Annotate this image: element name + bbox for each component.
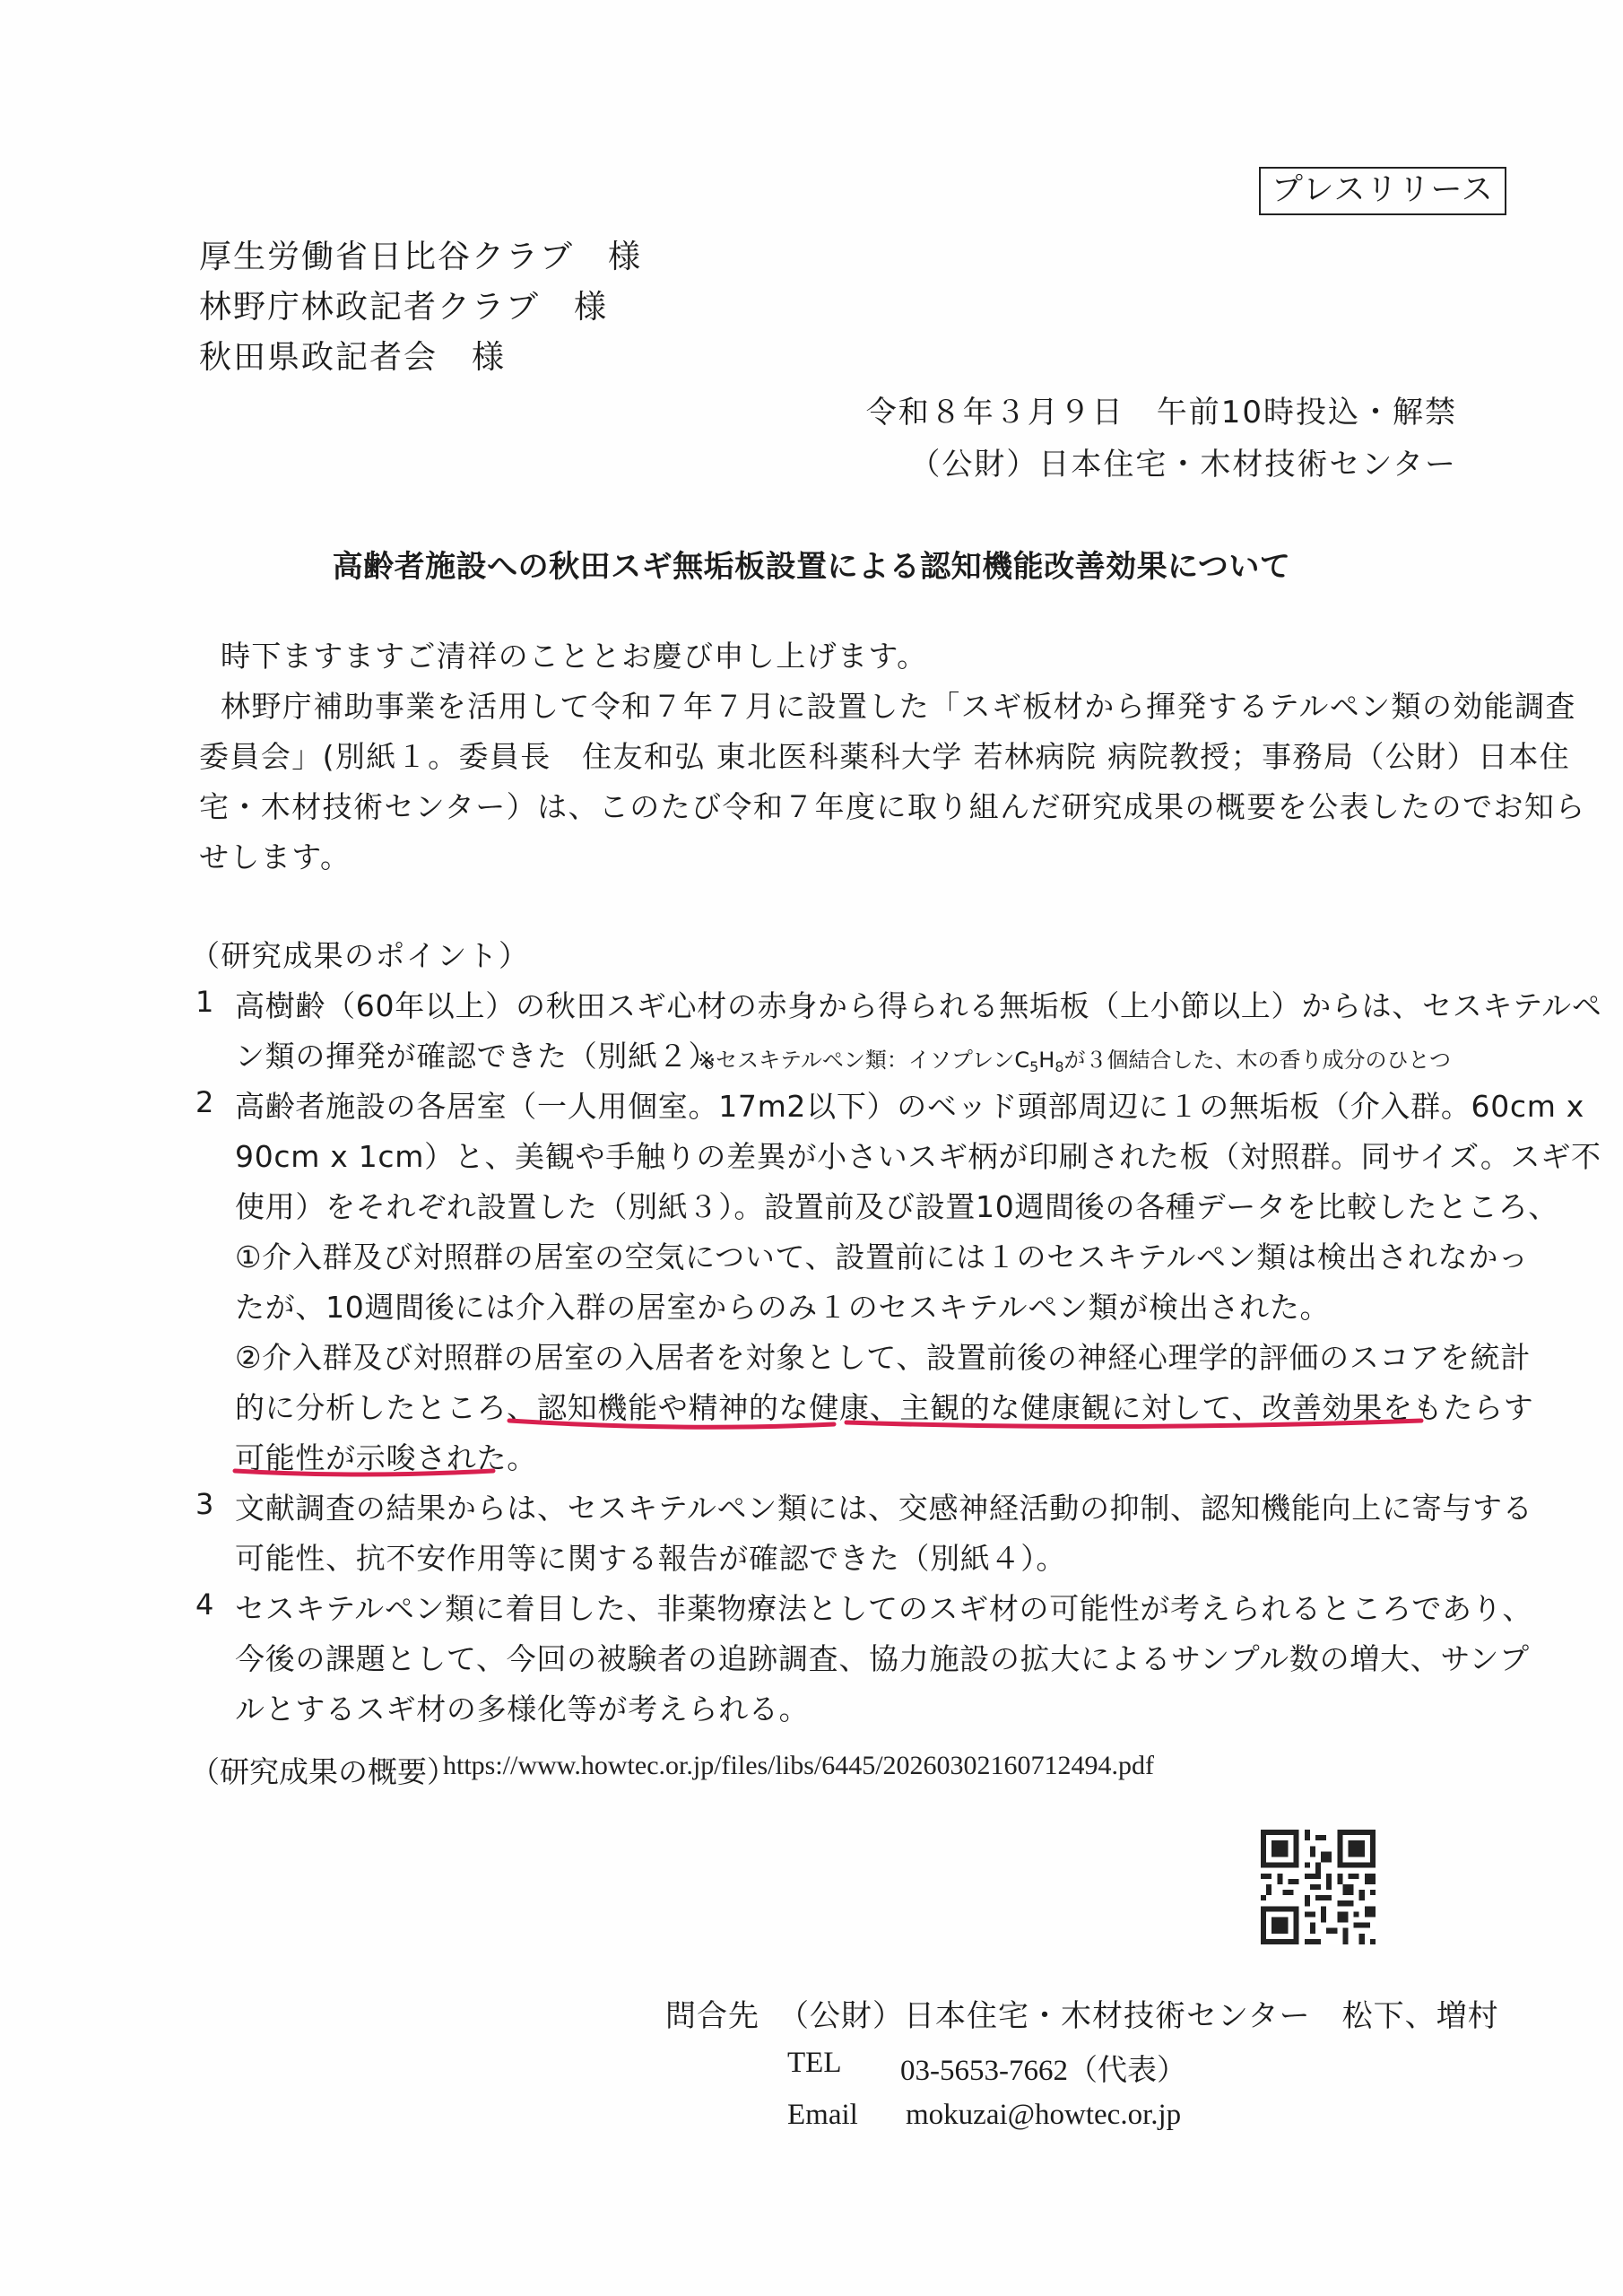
underline-mark xyxy=(235,1471,493,1474)
press-release-badge: プレスリリース xyxy=(1259,167,1506,215)
document-title: 高齢者施設への秋田スギ無垢板設置による認知機能改善効果について xyxy=(332,549,1291,585)
points-heading: （研究成果のポイント） xyxy=(190,938,530,973)
item-line: 文献調査の結果からは、セスキテルペン類には、交感神経活動の抑制、認知機能向上に寄与する xyxy=(235,1491,1533,1526)
intro-line: 林野庁補助事業を活用して令和７年７月に設置した「スギ板材から揮発するテルペン類の効能調査 xyxy=(221,689,1576,724)
item-line: 今後の課題として、今回の被験者の追跡調査、協力施設の拡大によるサンプル数の増大、サンプ xyxy=(235,1641,1530,1676)
item-line: ①介入群及び対照群の居室の空気について、設置前には１のセスキテルペン類は検出されなかっ xyxy=(235,1239,1529,1274)
item-line: たが、10週間後には介入群の居室からのみ１のセスキテルペン類が検出された。 xyxy=(235,1290,1331,1325)
item-line: 使用）をそれぞれ設置した（別紙３）。設置前及び設置10週間後の各種データを比較したところ、 xyxy=(235,1189,1558,1224)
underline-mark xyxy=(509,1421,834,1427)
item-line: 可能性が示唆された。 xyxy=(235,1440,537,1475)
contact-org: （公財）日本住宅・木材技術センター 松下、増村 xyxy=(778,1998,1499,2034)
item-number: 4 xyxy=(195,1587,214,1622)
addressee-2: 林野庁林政記者クラブ 様 xyxy=(199,289,609,326)
intro-line: せします。 xyxy=(199,839,352,874)
email-address[interactable]: mokuzai@howtec.or.jp xyxy=(906,2099,1182,2131)
intro-line: 委員会」(別紙１。委員長 住友和弘 東北医科薬科大学 若林病院 病院教授；事務局（公財）日本住 xyxy=(199,739,1571,774)
qr-code-icon[interactable] xyxy=(1261,1830,1376,1944)
item-number: 1 xyxy=(195,985,214,1019)
contact-label: 問合先 xyxy=(665,1998,759,2034)
summary-url-link[interactable]: https://www.howtec.or.jp/files/libs/6445/20260302160712494.pdf xyxy=(443,1751,1155,1780)
item-line: セスキテルペン類に着目した、非薬物療法としてのスギ材の可能性が考えられるところであり、 xyxy=(235,1591,1533,1626)
item-line: 高樹齢（60年以上）の秋田スギ心材の赤身から得られる無垢板（上小節以上）からは、セスキテルペ xyxy=(235,988,1602,1023)
tel-label: TEL xyxy=(787,2047,842,2079)
addressee-1: 厚生労働省日比谷クラブ 様 xyxy=(199,239,643,275)
intro-line: 宅・木材技術センター）は、このたび令和７年度に取り組んだ研究成果の概要を公表したのでお知ら xyxy=(199,789,1586,824)
intro-line: 時下ますますご清祥のこととお慶び申し上げます。 xyxy=(221,639,928,674)
item-line: 高齢者施設の各居室（一人用個室。17m2以下）のベッド頭部周辺に１の無垢板（介入群。60cm x xyxy=(235,1089,1585,1124)
email-label: Email xyxy=(787,2099,858,2131)
underline-mark xyxy=(846,1421,1421,1427)
item-line: 90cm x 1cm）と、美観や手触りの差異が小さいスギ柄が印刷された板（対照群。同サイズ。スギ不 xyxy=(235,1139,1601,1174)
item-line: ルとするスギ材の多様化等が考えられる。 xyxy=(235,1692,810,1726)
addressee-3: 秋田県政記者会 様 xyxy=(199,339,507,376)
item-line: 可能性、抗不安作用等に関する報告が確認できた（別紙４）。 xyxy=(235,1541,1067,1576)
sender-org: （公財）日本住宅・木材技術センター xyxy=(909,447,1457,483)
item-line: ン類の揮発が確認できた（別紙２）。 xyxy=(235,1039,734,1074)
item-number: 3 xyxy=(195,1487,214,1521)
summary-label: （研究成果の概要） xyxy=(190,1754,456,1789)
item-number: 2 xyxy=(195,1085,214,1119)
release-date: 令和８年３月９日 午前10時投込・解禁 xyxy=(865,395,1457,430)
item-line: ②介入群及び対照群の居室の入居者を対象として、設置前後の神経心理学的評価のスコアを統計 xyxy=(235,1340,1532,1375)
tel-number[interactable]: 03-5653-7662（代表） xyxy=(900,2055,1186,2087)
sesquiterpene-footnote: ※セスキテルペン類：イソプレン$C_5H_8$が３個結合した、木の香り成分のひとつ xyxy=(698,1048,1452,1075)
item-line: 的に分析したところ、認知機能や精神的な健康、主観的な健康観に対して、改善効果をもたらす xyxy=(235,1390,1534,1425)
